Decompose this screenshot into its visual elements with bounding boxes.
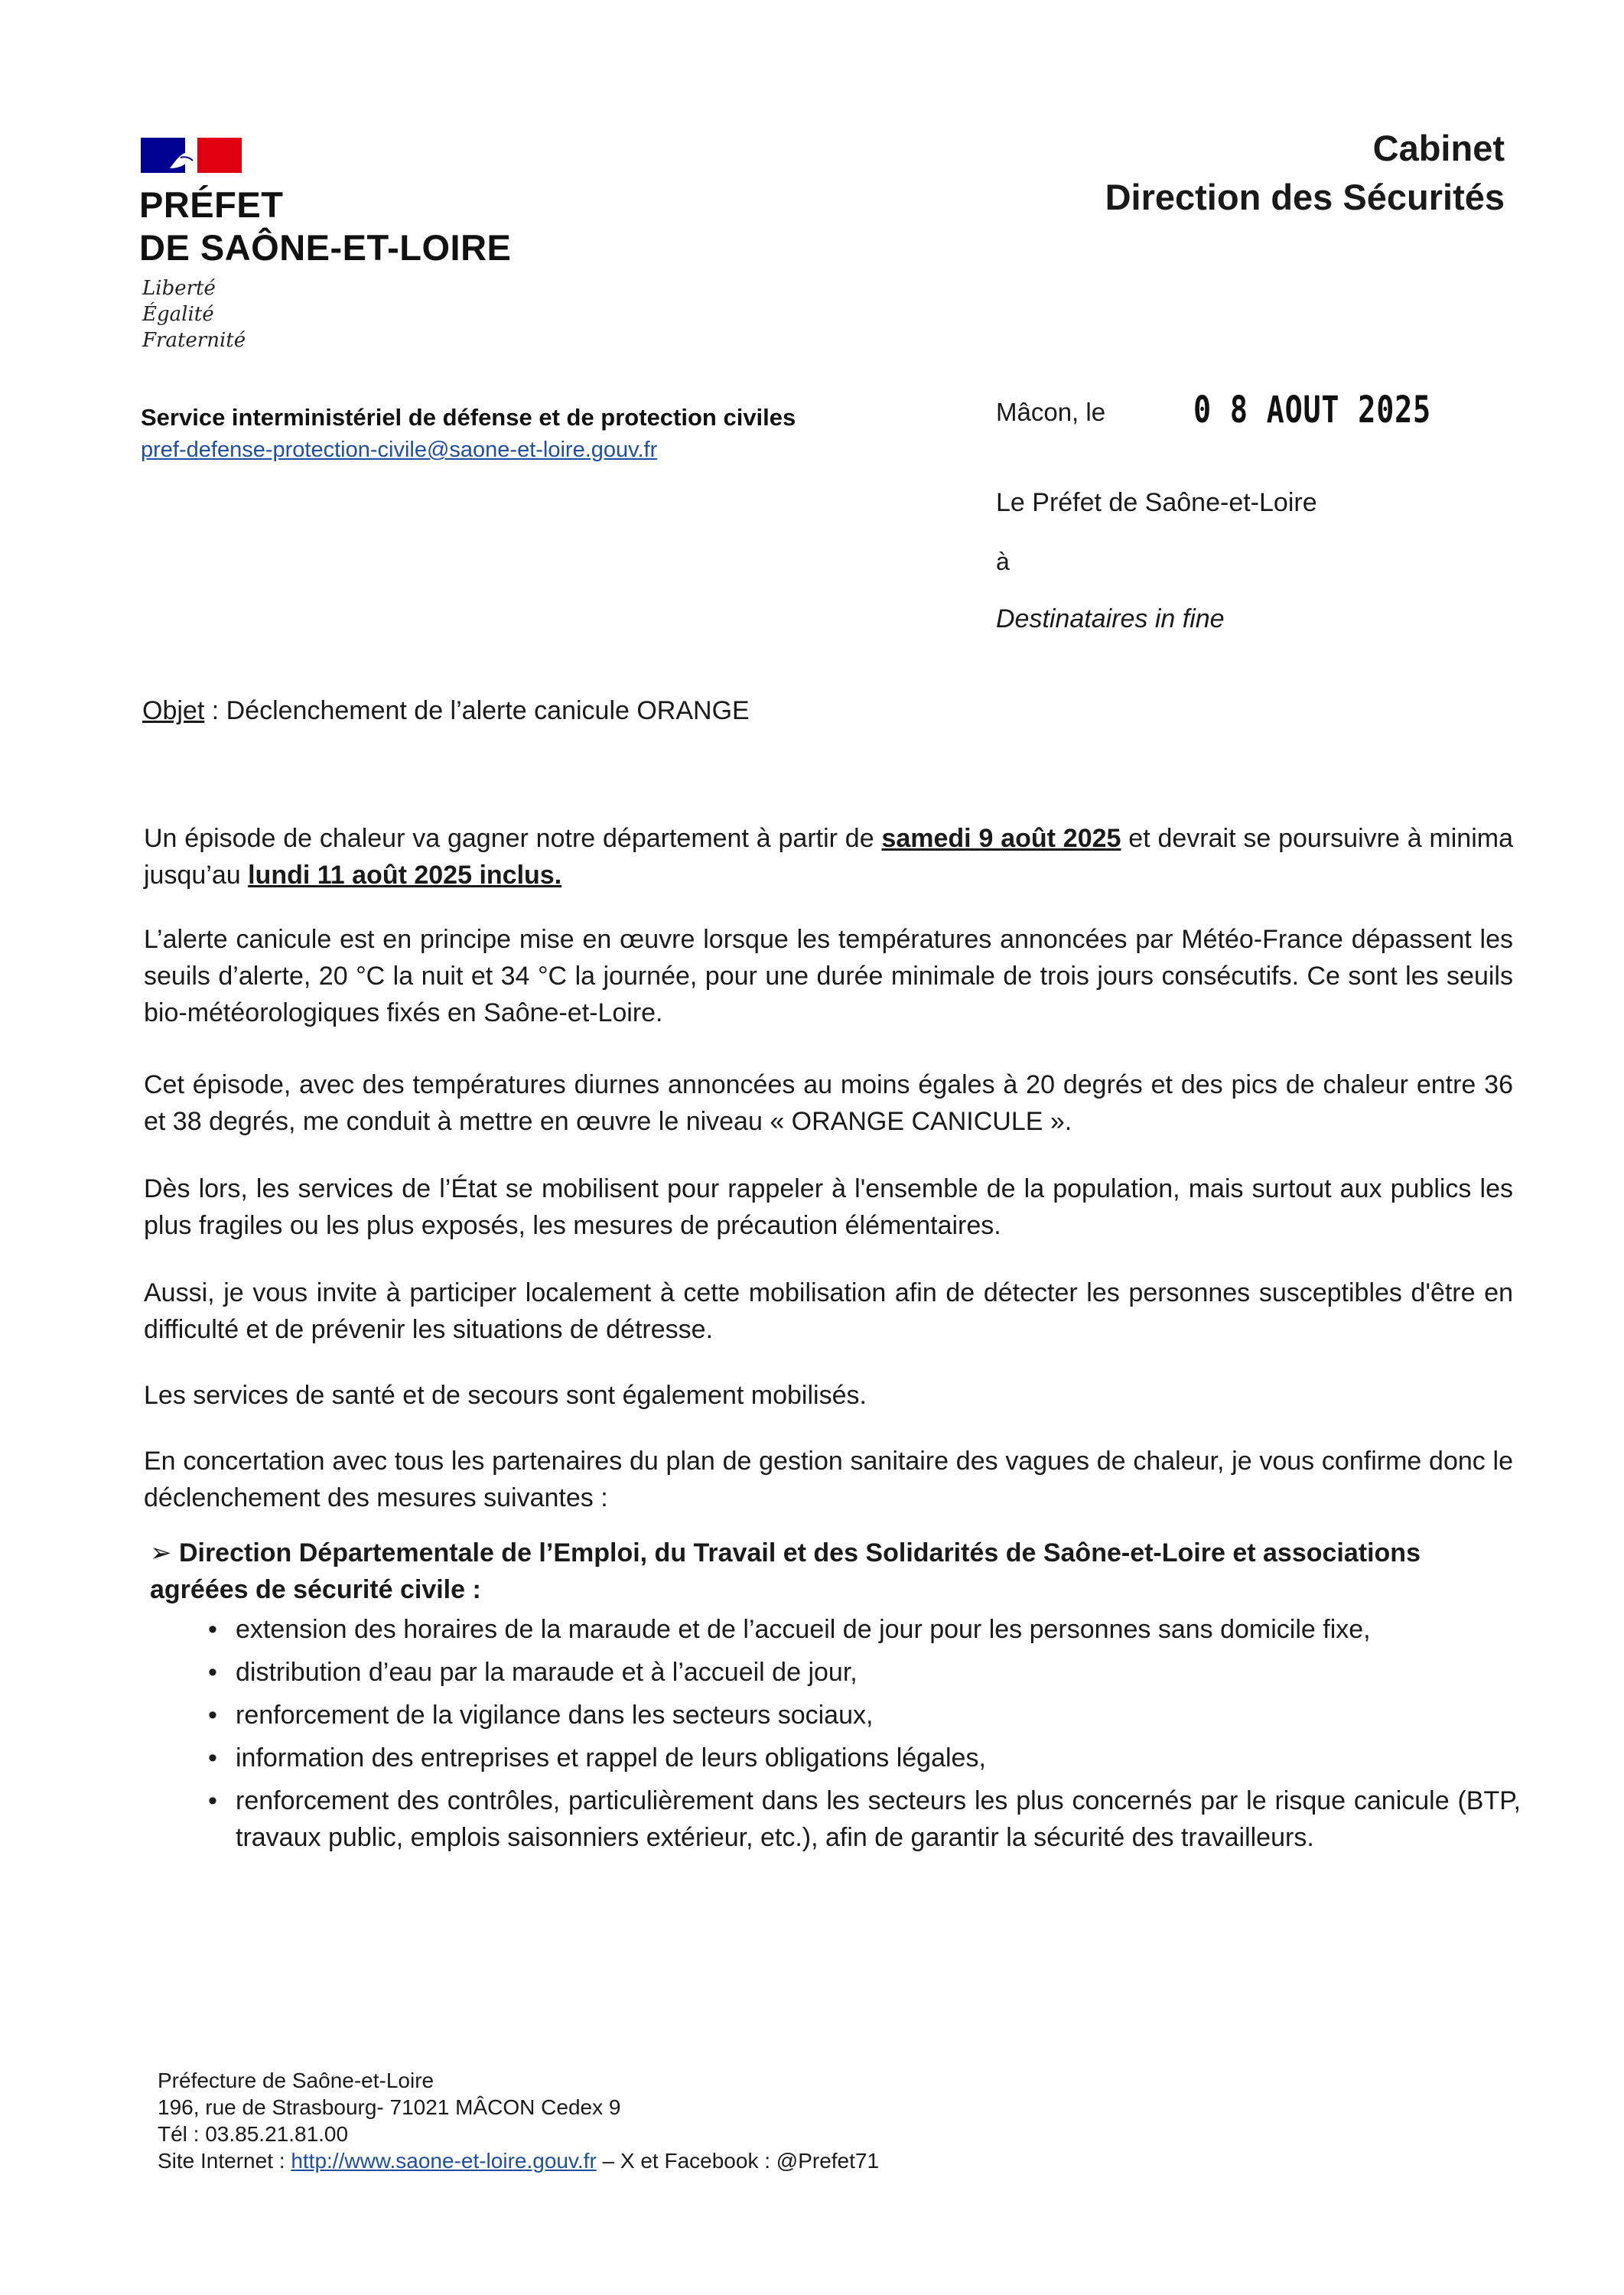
footer-name: Préfecture de Saône-et-Loire	[158, 2069, 434, 2092]
footer	[158, 2067, 879, 2174]
website-link[interactable]: http://www.saone-et-loire.gouv.fr	[291, 2149, 597, 2173]
list-item: • renforcement des contrôles, particulièrement dans les secteurs les plus concernés par le risque canicule (BTP, travaux public, emplois saisonniers extérieur, etc.), afin de garantir la sécurité des travailleurs.	[205, 1782, 1521, 1856]
place-label: Mâcon, le	[996, 398, 1106, 426]
institution-name: PRÉFET DE SAÔNE-ET-LOIRE	[139, 184, 512, 268]
footer-address: 196, rue de Strasbourg- 71021 MÂCON Cedex 9	[158, 2095, 621, 2119]
list-item: • renforcement de la vigilance dans les secteurs sociaux,	[205, 1697, 1521, 1733]
republic-motto: Liberté Égalité Fraternité	[142, 277, 246, 352]
paragraph-2: L’alerte canicule est en principe mise en œuvre lorsque les températures annoncées par Météo-France dépassent les seuils d’alerte, 20 °C la nuit et 34 °C la journée, pour une durée minimale de trois jours consécutifs. Ce sont les seuils bio-météorologiques fixés en Saône-et-Loire.	[144, 925, 1513, 1027]
list-item: • information des entreprises et rappel de leurs obligations légales,	[205, 1740, 1521, 1776]
recipients: Destinataires in fine	[996, 604, 1225, 633]
department-heading: Cabinet Direction des Sécurités	[1105, 128, 1505, 217]
subject-text: Déclenchement de l’alerte canicule ORANGE	[226, 696, 750, 725]
sender: Le Préfet de Saône-et-Loire	[996, 488, 1317, 517]
list-item: • extension des horaires de la maraude et de l’accueil de jour pour les personnes sans domicile fixe,	[205, 1611, 1521, 1648]
end-date: lundi 11 août 2025 inclus.	[248, 861, 562, 890]
subject-label: Objet	[142, 696, 205, 725]
date-stamp: 0 8 AOUT 2025	[1193, 389, 1431, 431]
start-date: samedi 9 août 2025	[881, 824, 1121, 853]
service-email-link[interactable]: pref-defense-protection-civile@saone-et-loire.gouv.fr	[141, 438, 658, 462]
marianne-profile-icon	[164, 141, 202, 171]
marianne-logo	[141, 138, 242, 173]
paragraph-6: Les services de santé et de secours sont également mobilisés.	[144, 1381, 867, 1410]
addressee-prefix: à	[996, 548, 1010, 575]
footer-web: Site Internet : http://www.saone-et-loire.gouv.fr – X et Facebook : @Prefet71	[158, 2149, 880, 2173]
paragraph-7: En concertation avec tous les partenaires du plan de gestion sanitaire des vagues de chaleur, je vous confirme donc le déclenchement des mesures suivantes :	[144, 1447, 1513, 1512]
measures-list	[205, 1611, 1521, 1862]
list-item: • distribution d’eau par la maraude et à l’accueil de jour,	[205, 1654, 1521, 1691]
paragraph-5: Aussi, je vous invite à participer localement à cette mobilisation afin de détecter les personnes susceptibles d'être en difficulté et de prévenir les situations de détresse.	[144, 1278, 1513, 1344]
paragraph-3: Cet épisode, avec des températures diurnes annoncées au moins égales à 20 degrés et des pics de chaleur entre 36 et 38 degrés, me conduit à mettre en œuvre le niveau « ORANGE CANICULE ».	[144, 1070, 1513, 1136]
service-name: Service interministériel de défense et de protection civiles	[141, 404, 796, 431]
subject-line: Objet : Déclenchement de l’alerte canicule ORANGE	[142, 696, 750, 725]
arrow-icon: ➢	[150, 1538, 172, 1567]
paragraph-4: Dès lors, les services de l’État se mobilisent pour rappeler à l'ensemble de la population, mais surtout aux publics les plus fragiles ou les plus exposés, les mesures de précaution élémentaires.	[144, 1174, 1513, 1240]
paragraph-1: Un épisode de chaleur va gagner notre département à partir de samedi 9 août 2025 et devrait se poursuivre à minima jusqu’au lundi 11 août 2025 inclus.	[144, 824, 1514, 890]
section-heading: ➢ Direction Départementale de l’Emploi, du Travail et des Solidarités de Saône-et-Loire et associations agréées de sécurité civile :	[150, 1538, 1421, 1604]
footer-phone: Tél : 03.85.21.81.00	[158, 2122, 349, 2146]
